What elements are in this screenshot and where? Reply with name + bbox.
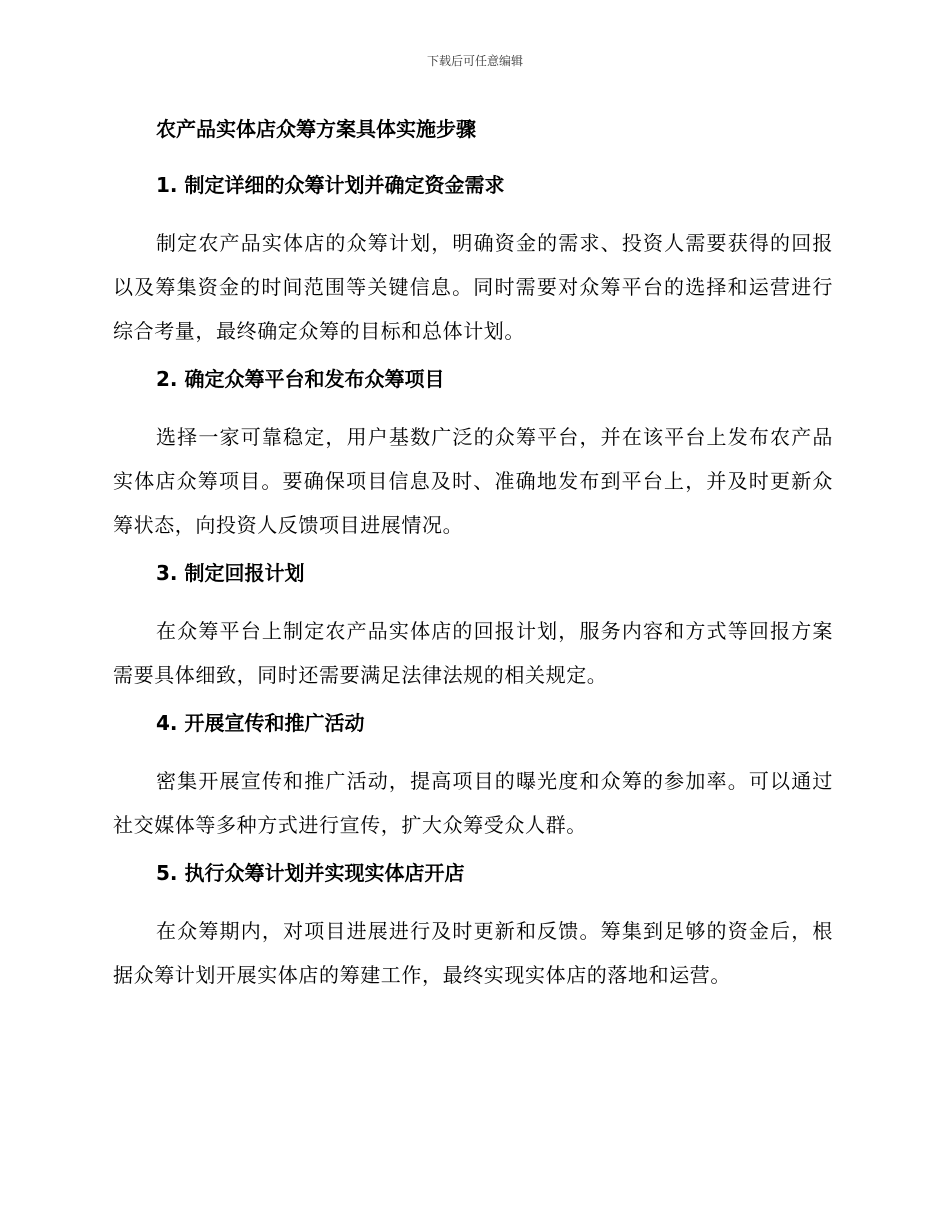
section-heading: 5. 执行众筹计划并实现实体店开店 xyxy=(156,861,465,885)
section-paragraph: 在众筹平台上制定农产品实体店的回报计划，服务内容和方式等回报方案需要具体细致，同时还需要满足法律法规的相关规定。 xyxy=(113,619,833,687)
document-body xyxy=(113,113,833,1005)
section-3 xyxy=(113,557,833,697)
section-heading: 2. 确定众筹平台和发布众筹项目 xyxy=(156,367,445,391)
section-paragraph: 在众筹期内，对项目进展进行及时更新和反馈。筹集到足够的资金后，根据众筹计划开展实体店的筹建工作，最终实现实体店的落地和运营。 xyxy=(113,919,833,987)
section-heading: 1. 制定详细的众筹计划并确定资金需求 xyxy=(156,173,505,197)
section-5 xyxy=(113,857,833,997)
section-1 xyxy=(113,169,833,353)
section-heading: 3. 制定回报计划 xyxy=(156,561,305,585)
section-paragraph: 选择一家可靠稳定，用户基数广泛的众筹平台，并在该平台上发布农产品实体店众筹项目。要确保项目信息及时、准确地发布到平台上，并及时更新众筹状态，向投资人反馈项目进展情况。 xyxy=(113,425,833,537)
section-2 xyxy=(113,363,833,547)
document-title: 农产品实体店众筹方案具体实施步骤 xyxy=(156,117,476,141)
section-4 xyxy=(113,707,833,847)
section-paragraph: 制定农产品实体店的众筹计划，明确资金的需求、投资人需要获得的回报以及筹集资金的时间范围等关键信息。同时需要对众筹平台的选择和运营进行综合考量，最终确定众筹的目标和总体计划。 xyxy=(113,231,833,343)
section-heading: 4. 开展宣传和推广活动 xyxy=(156,711,365,735)
section-paragraph: 密集开展宣传和推广活动，提高项目的曝光度和众筹的参加率。可以通过社交媒体等多种方式进行宣传，扩大众筹受众人群。 xyxy=(113,769,833,837)
page-header: 下载后可任意编辑 xyxy=(426,54,523,68)
